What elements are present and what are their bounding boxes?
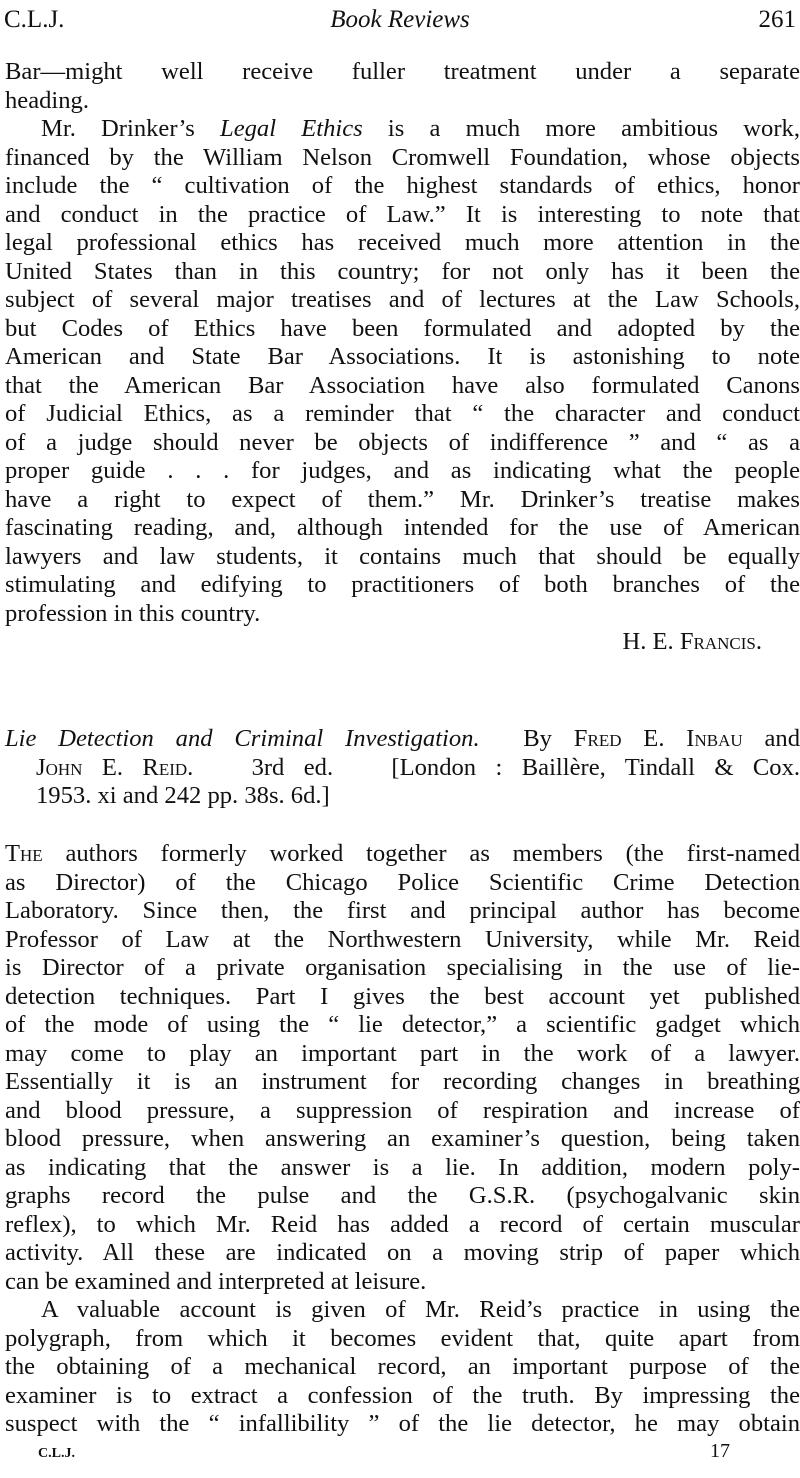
body-line: Essentially it is an instrument for recording changes in breathing (5, 1068, 800, 1095)
body-line: the obtaining of a mechanical record, an important purpose of the (5, 1353, 800, 1380)
body-line: of a judge should never be objects of indifference ” and “ as a (5, 428, 800, 456)
gathering-number: 17 (710, 1440, 730, 1462)
body-line: of Judicial Ethics, as a reminder that “ the character and conduct (5, 400, 800, 427)
section-title: Book Reviews (330, 6, 470, 33)
author-name: Fred E. Inbau (573, 725, 743, 752)
body-line: blood pressure, when answering an examiner’s question, being taken (5, 1125, 800, 1152)
body-line: graphs record the pulse and the G.S.R. (psychogalvanic skin (5, 1182, 800, 1209)
reviewer-signature: H. E. Francis. (622, 628, 762, 655)
body-line: financed by the William Nelson Cromwell Foundation, whose objects (5, 143, 800, 171)
body-line: Laboratory. Since then, the first and principal author has become (5, 897, 800, 924)
body-line: proper guide . . . for judges, and as indicating what the people (5, 457, 800, 484)
book-citation-line-2: John E. Reid. 3rd ed. [London : Baillère, Tindall & Cox. (36, 753, 800, 781)
page-footer (38, 1436, 730, 1466)
body-line: is Director of a private organisation specialising in the use of lie- (5, 954, 800, 981)
body-line: detection techniques. Part I gives the best account yet published (5, 982, 800, 1010)
body-line: activity. All these are indicated on a moving strip of paper which (5, 1239, 800, 1266)
body-line: Professor of Law at the Northwestern University, while Mr. Reid (5, 925, 800, 953)
body-line: as Director) of the Chicago Police Scientific Crime Detection (5, 868, 800, 896)
body-line: examiner is to extract a confession of the truth. By impressing the (5, 1381, 800, 1409)
paragraph-first-line: A valuable account is given of Mr. Reid’s practice in using the (41, 1296, 800, 1323)
signature-mark: C.L.J. (38, 1446, 75, 1461)
body-line: include the “ cultivation of the highest standards of ethics, honor (5, 172, 800, 199)
body-line: but Codes of Ethics have been formulated and adopted by the (5, 314, 800, 342)
journal-abbreviation: C.L.J. (4, 6, 65, 33)
body-line: profession in this country. (5, 599, 261, 627)
book-title: Lie Detection and Criminal Investigation. (5, 725, 480, 752)
body-line: subject of several major treatises and of lectures at the Law Schools, (5, 286, 800, 313)
running-head (4, 2, 796, 38)
review-1 (5, 58, 800, 657)
publisher: [London : Baillère, Tindall & Cox. (391, 753, 800, 781)
body-line: and blood pressure, a suppression of respiration and increase of (5, 1096, 800, 1124)
book-title: Legal Ethics (220, 115, 363, 142)
body-line: may come to play an important part in the work of a lawyer. (5, 1039, 800, 1067)
book-citation-line-1: Lie Detection and Criminal Investigation. By Fred E. Inbau and (5, 725, 800, 752)
body-line: Bar—might well receive fuller treatment under a separate (5, 58, 800, 85)
body-line: and conduct in the practice of Law.” It is interesting to note that (5, 200, 800, 228)
body-line: United States than in this country; for not only has it been the (5, 257, 800, 285)
paragraph-first-line: Mr. Drinker’s Legal Ethics is a much more ambitious work, (41, 115, 800, 142)
review-2-heading (5, 725, 800, 811)
body-line: fascinating reading, and, although intended for the use of American (5, 514, 800, 541)
body-line: that the American Bar Association have also formulated Canons (5, 371, 800, 399)
page-number: 261 (758, 6, 796, 33)
author-name: John E. Reid. (36, 753, 194, 781)
body-line: lawyers and law students, it contains much that should be equally (5, 542, 800, 570)
body-line: American and State Bar Associations. It is astonishing to note (5, 343, 800, 370)
body-line: polygraph, from which it becomes evident that, quite apart from (5, 1324, 800, 1352)
body-line: reflex), to which Mr. Reid has added a record of certain muscular (5, 1210, 800, 1238)
body-line: can be examined and interpreted at leisure. (5, 1267, 427, 1295)
body-line: of the mode of using the “ lie detector,” a scientific gadget which (5, 1011, 800, 1038)
paragraph-first-line: The authors formerly worked together as members (the first-named (5, 840, 800, 867)
body-line: suspect with the “ infallibility ” of the lie detector, he may obtain (5, 1410, 800, 1437)
book-details: 1953. xi and 242 pp. 38s. 6d.] (36, 782, 330, 809)
body-line: stimulating and edifying to practitioners of both branches of the (5, 571, 800, 598)
body-line: as indicating that the answer is a lie. In addition, modern poly- (5, 1153, 800, 1181)
body-line: heading. (5, 86, 90, 114)
body-line: legal professional ethics has received much more attention in the (5, 229, 800, 256)
review-2 (5, 840, 800, 1439)
body-line: have a right to expect of them.” Mr. Drinker’s treatise makes (5, 485, 800, 513)
